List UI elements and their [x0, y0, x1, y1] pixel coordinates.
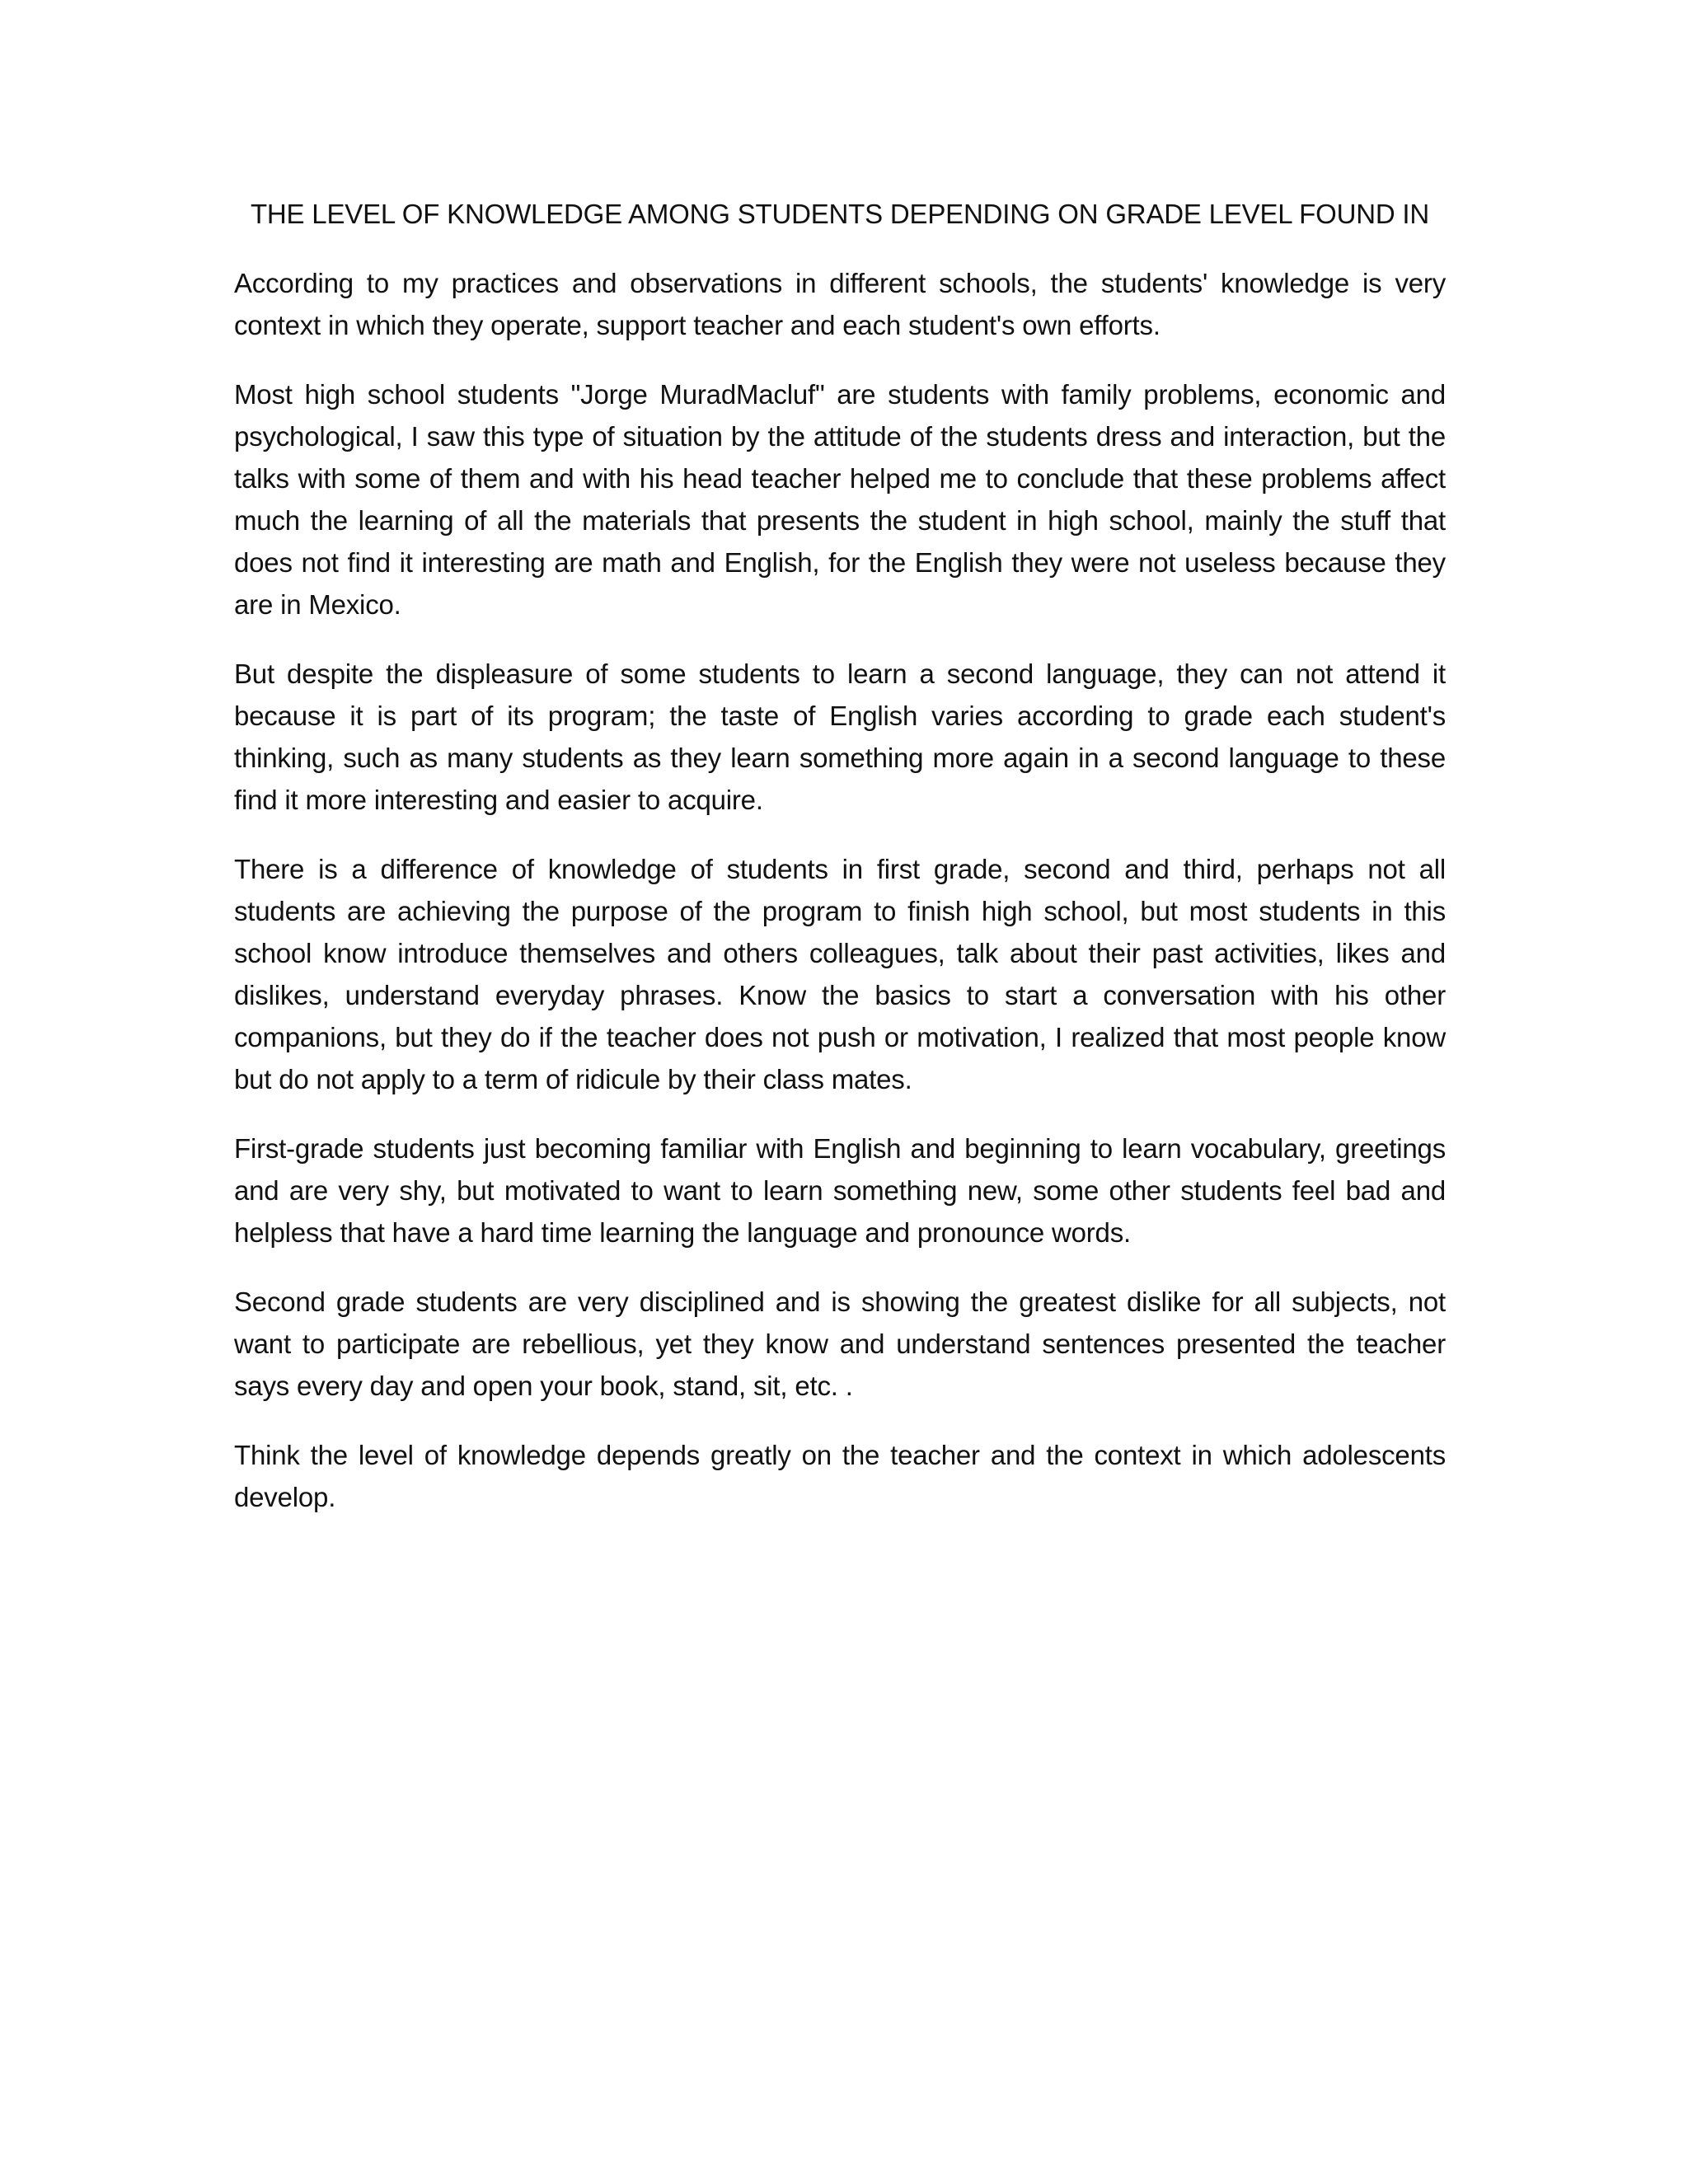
paragraph-high-school-students: Most high school students "Jorge MuradMacluf" are students with family problems, economic and psychological, I saw this type of situation by the attitude of the students dress and interaction, but the talks with some of them and with his head teacher helped me to conclude that these problems affect much the learning of all the materials that presents the student in high school, mainly the stuff that does not find it interesting are math and English, for the English they were not useless because they are in Mexico.: [234, 379, 1446, 620]
paragraph-first-grade: First-grade students just becoming familiar with English and beginning to learn vocabulary, greetings and are very shy, but motivated to want to learn something new, some other students feel bad and helpless that have a hard time learning the language and pronounce words.: [234, 1133, 1446, 1248]
paragraph-second-language: But despite the displeasure of some students to learn a second language, they can not attend it because it is part of its program; the taste of English varies according to grade each student's thinking, such as many students as they learn something more again in a second language to these find it more interesting and easier to acquire.: [234, 658, 1446, 815]
paragraph-conclusion: Think the level of knowledge depends greatly on the teacher and the context in which adolescents develop.: [234, 1440, 1446, 1512]
paragraph-intro: According to my practices and observations in different schools, the students' knowledge is very context in which they operate, support teacher and each student's own efforts.: [234, 268, 1446, 340]
paragraph-second-grade: Second grade students are very disciplined and is showing the greatest dislike for all subjects, not want to participate are rebellious, yet they know and understand sentences presented the teacher says every day and open your book, stand, sit, etc. .: [234, 1286, 1446, 1401]
paragraph-grade-differences: There is a difference of knowledge of students in first grade, second and third, perhaps not all students are achieving the purpose of the program to finish high school, but most students in this school know introduce themselves and others colleagues, talk about their past activities, likes and dislikes, understand everyday phrases. Know the basics to start a conversation with his other companions, but they do if the teacher does not push or motivation, I realized that most people know but do not apply to a term of ridicule by their class mates.: [234, 854, 1446, 1094]
document-title: THE LEVEL OF KNOWLEDGE AMONG STUDENTS DEPENDING ON GRADE LEVEL FOUND IN: [250, 199, 1430, 229]
document-body: [234, 193, 1446, 1545]
